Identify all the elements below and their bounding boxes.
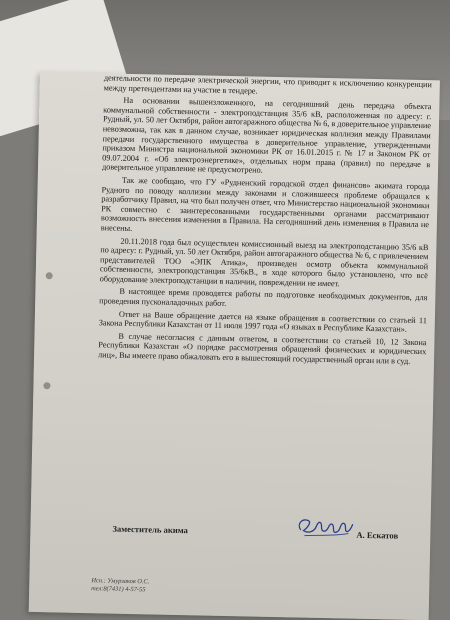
paragraph-1: деятельности по передаче электрической энергии, что приводит к исключению конкуренции между претендентами на участие в тендере.	[103, 73, 432, 96]
paragraph-6: Ответ на Ваше обращение дается на языке обращения в соответствии со статьей 11 Закона Республики Казахстан от 11 июля 1997 года «О языках в Республике Казахстан».	[98, 309, 427, 334]
punch-hole	[46, 272, 53, 279]
signatory-title: Заместитель акима	[112, 523, 188, 536]
paragraph-7: В случае несогласия с данным ответом, в соответствии со статьей 10, 12 Закона Республики Казахстан «О порядке рассмотрения обращений физических и юридических лиц», Вы имеете право обжаловать его в вышестоящий государственный орган или в суд.	[97, 331, 427, 366]
paragraph-4: 20.11.2018 года был осуществлен комиссионный выезд на электроподстанцию 35/6 кВ по адресу: г. Рудный, ул. 50 лет Октября, район автогаражного общества № 6, с привлечением представителей ТОО «ЭПК Атика», произведен осмотр объекта коммунальной собственности, электроподстанция 35/6кВ., в ходе которого было установлено, что всё оборудование электроподстанции в наличии, повреждении не имеет.	[99, 236, 429, 289]
executor-phone: тел:8(7431) 4-57-55	[91, 585, 146, 594]
executor-info	[91, 577, 149, 594]
paragraph-2: На основании вышеизложенного, на сегодняшний день передача объекта коммунальной собственности - электроподстанция 35/6 кВ, расположенная по адресу: г. Рудный, ул. 50 лет Октября, район автогаражного общества № 6, в доверительное управление невозможна, так как в данном случае, возникает юридическая коллизия между Правилами передачи государственного имущества в доверительное управление, утвержденными приказом Министра национальной экономики РК от 16.01.2015 г. № 17 и Законом РК от 09.07.2004 г. «Об электроэнергетике», отдельных норм права (правил) по передаче в доверительное управление не предусмотрено.	[101, 95, 432, 176]
handwritten-signature	[294, 511, 355, 542]
signatory-name: А. Ескатов	[356, 529, 399, 541]
executor-name: Исп.: Умурзаков О.С.	[91, 577, 150, 586]
paragraph-3: Так же сообщаю, что ГУ «Рудненский городской отдел финансов» акимата города Рудного по поводу коллизии между законами и сложившееся проблеме обращался к разработчику Правил, на что был получен ответ, что Министерство национальной экономики РК совместно с заинтересованными государственными органами рассматривают возможность внесения изменения в Правила. На сегодняшний день изменения в Правила не внесены.	[100, 175, 430, 233]
punch-hole	[43, 382, 50, 389]
paragraph-5: В настоящее время проводятся работы по подготовке необходимых документов, для проведения пусконаладочных работ.	[99, 287, 428, 309]
signature-block	[94, 513, 425, 560]
document-page	[29, 72, 440, 620]
letter-body	[98, 73, 432, 366]
